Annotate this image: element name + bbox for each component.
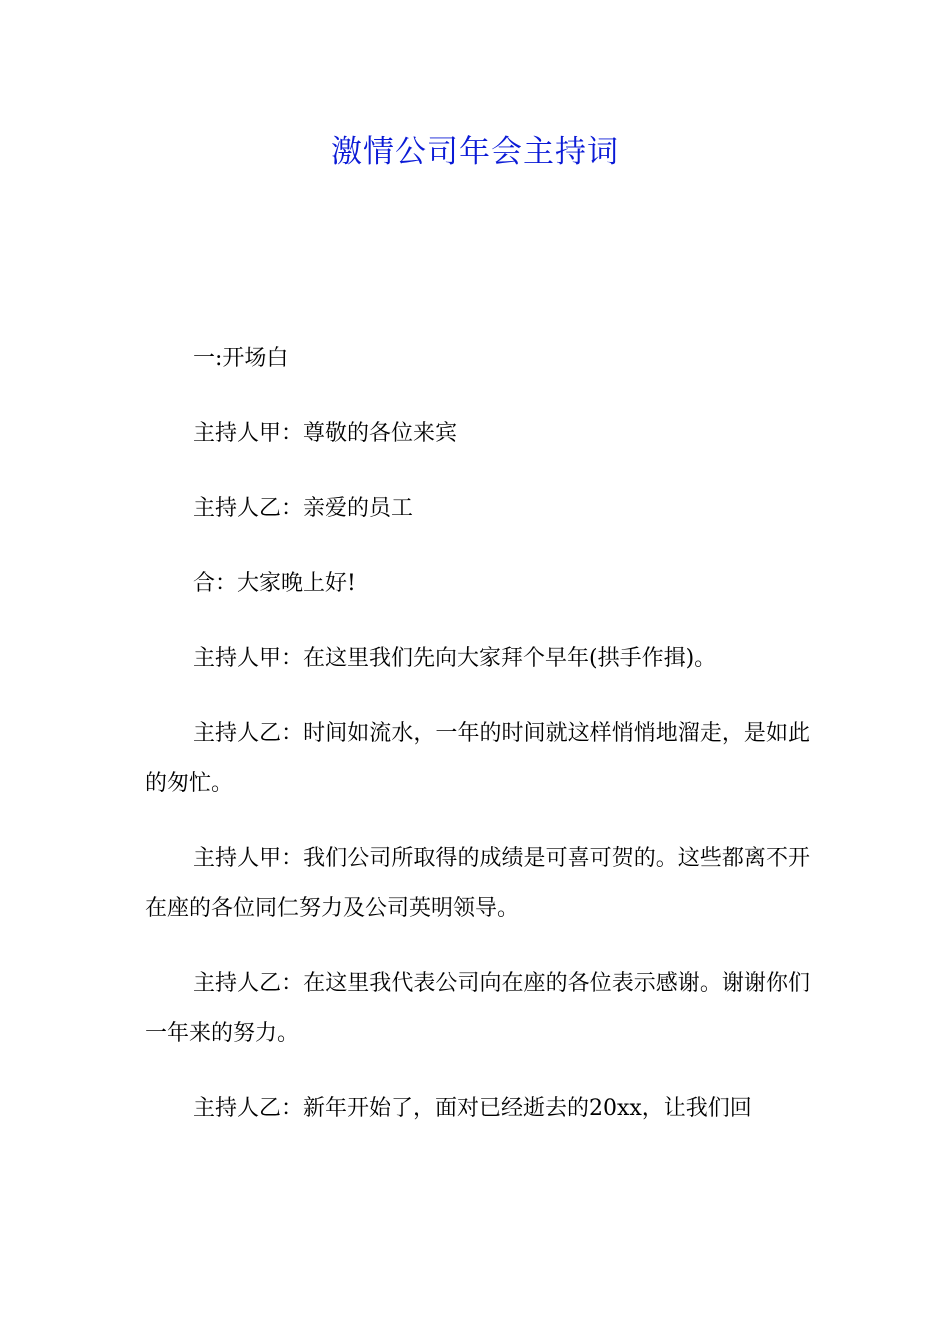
document-title: 激情公司年会主持词 <box>331 134 619 170</box>
paragraph-host-a-achievements: 主持人甲：我们公司所取得的成绩是可喜可贺的。这些都离不开在座的各位同仁努力及公司英明领导。 <box>145 846 810 921</box>
document-body <box>145 334 810 1159</box>
paragraph-opening-heading: 一:开场白 <box>193 346 289 371</box>
paragraph-host-a-new-year: 主持人甲：在这里我们先向大家拜个早年(拱手作揖)。 <box>193 646 717 671</box>
paragraph-host-b-new-year: 主持人乙：新年开始了，面对已经逝去的20xx，让我们回 <box>193 1096 752 1121</box>
paragraph-together-greeting: 合：大家晚上好! <box>193 571 356 596</box>
paragraph-host-a-greeting: 主持人甲：尊敬的各位来宾 <box>193 421 458 446</box>
paragraph-host-b-greeting: 主持人乙：亲爱的员工 <box>193 496 414 521</box>
paragraph-host-b-time: 主持人乙：时间如流水，一年的时间就这样悄悄地溜走，是如此的匆忙。 <box>145 721 810 796</box>
paragraph-host-b-thanks: 主持人乙：在这里我代表公司向在座的各位表示感谢。谢谢你们一年来的努力。 <box>145 971 810 1046</box>
